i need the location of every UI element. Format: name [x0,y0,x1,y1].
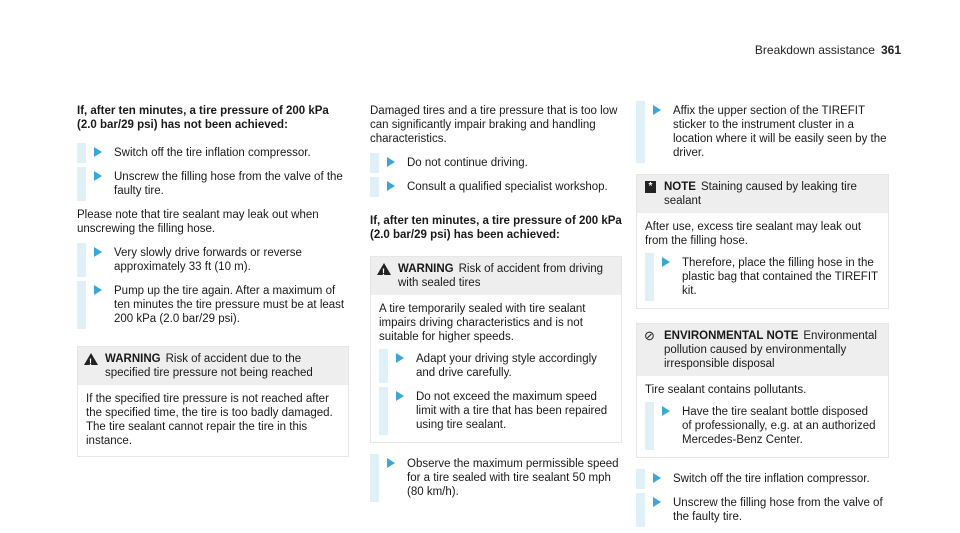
instruction-step: Pump up the tire again. After a maximum of ten minutes the tire pressure must be at least 200 kPa (2.0 bar/29 psi). [77,284,349,326]
note-header [637,175,888,213]
environmental-note-title: Environmental pollution caused by environmentally irresponsible disposal [664,330,877,370]
instruction-step: Adapt your driving style accordingly and drive carefully. [379,352,613,380]
page-number: 361 [880,43,901,57]
instruction-step: Unscrew the filling hose from the valve of the faulty tire. [77,170,349,198]
step-arrow-icon [94,247,102,257]
instruction-step: Switch off the tire inflation compressor. [636,472,889,486]
section-heading: If, after ten minutes, a tire pressure of 200 kPa (2.0 bar/29 psi) has been achieved: [370,215,622,241]
column-1 [77,104,349,471]
warning-title: Risk of accident due to the specified tire pressure not being reached [105,353,313,379]
instruction-step: Unscrew the filling hose from the valve of the faulty tire. [636,496,889,524]
step-arrow-icon [94,171,102,181]
step-arrow-icon [387,458,395,468]
instruction-step: Consult a qualified specialist workshop. [370,180,622,194]
step-bar [645,402,654,450]
step-bar [77,143,86,163]
warning-title: Risk of accident from driving with sealed tires [398,263,604,289]
environmental-note-body: Tire sealant contains pollutants. Have the tire sealant bottle disposed of professionally, e.g. at an authorized Mercedes-Benz Center. [637,376,888,457]
step-arrow-icon [387,181,395,191]
instruction-step: Observe the maximum permissible speed for a tire sealed with tire sealant 50 mph (80 km/h). [370,457,622,499]
step-arrow-icon [396,391,404,401]
note-icon: * [645,181,656,193]
warning-continuation [370,104,622,146]
step-arrow-icon [653,473,661,483]
environmental-note-box [636,323,889,458]
instruction-step: Have the tire sealant bottle disposed of professionally, e.g. at an authorized Mercedes-Benz Center. [645,405,880,447]
step-arrow-icon [94,285,102,295]
environmental-note-keyword: ENVIRONMENTAL NOTE [664,330,799,342]
column-3 [636,104,889,533]
instruction-step: Very slowly drive forwards or reverse approximately 33 ft (10 m). [77,246,349,274]
step-bar [379,349,388,383]
note-box [636,174,889,309]
step-bar [636,493,645,527]
environment-icon: ⊘ [644,328,655,343]
note-title: Staining caused by leaking tire sealant [664,181,857,207]
warning-box [77,346,349,457]
warning-icon [377,263,391,275]
environmental-note-header [637,324,888,376]
step-bar [636,469,645,489]
paragraph: Damaged tires and a tire pressure that is too low can significantly impair braking and handling characteristics. [370,105,618,145]
note-keyword: NOTE [664,181,696,193]
warning-body: A tire temporarily sealed with tire sealant impairs driving characteristics and is not suitable for higher speeds. Adapt your driving style accordingly and drive carefully. Do not exceed the maximum speed limit with a tire that has been repaired using tire sealant. [371,295,621,442]
step-arrow-icon [662,406,670,416]
instruction-step: Therefore, place the filling hose in the plastic bag that contained the TIREFIT kit. [645,256,880,298]
step-bar [77,167,86,201]
step-bar [370,153,379,173]
warning-box [370,256,622,443]
instruction-step: Affix the upper section of the TIREFIT sticker to the instrument cluster in a location where it will be easily seen by the driver. [636,104,889,160]
step-arrow-icon [396,353,404,363]
page-header [755,43,901,57]
step-arrow-icon [653,105,661,115]
warning-keyword: WARNING [105,353,161,365]
step-bar [370,177,379,197]
section-heading: If, after ten minutes, a tire pressure of 200 kPa (2.0 bar/29 psi) has not been achieved: [77,105,329,131]
step-bar [379,387,388,435]
step-arrow-icon [387,157,395,167]
instruction-step: Do not exceed the maximum speed limit with a tire that has been repaired using tire sealant. [379,390,613,432]
step-arrow-icon [94,147,102,157]
warning-body: If the specified tire pressure is not reached after the specified time, the tire is too badly damaged. The tire sealant cannot repair the tire in this instance. [86,393,333,447]
step-bar [636,101,645,163]
step-bar [77,243,86,277]
step-arrow-icon [662,257,670,267]
step-bar [645,253,654,301]
note-body: After use, excess tire sealant may leak out from the filling hose. Therefore, place the filling hose in the plastic bag that contained the TIREFIT kit. [637,213,888,308]
column-2 [370,104,622,509]
paragraph: Please note that tire sealant may leak out when unscrewing the filling hose. [77,209,319,235]
warning-icon [84,353,98,365]
warning-keyword: WARNING [398,263,454,275]
instruction-step: Switch off the tire inflation compressor. [77,146,349,160]
step-bar [77,281,86,329]
warning-header [78,347,348,385]
step-arrow-icon [653,497,661,507]
instruction-step: Do not continue driving. [370,156,622,170]
section-title: Breakdown assistance [754,43,875,57]
step-bar [370,454,379,502]
warning-header [371,257,621,295]
